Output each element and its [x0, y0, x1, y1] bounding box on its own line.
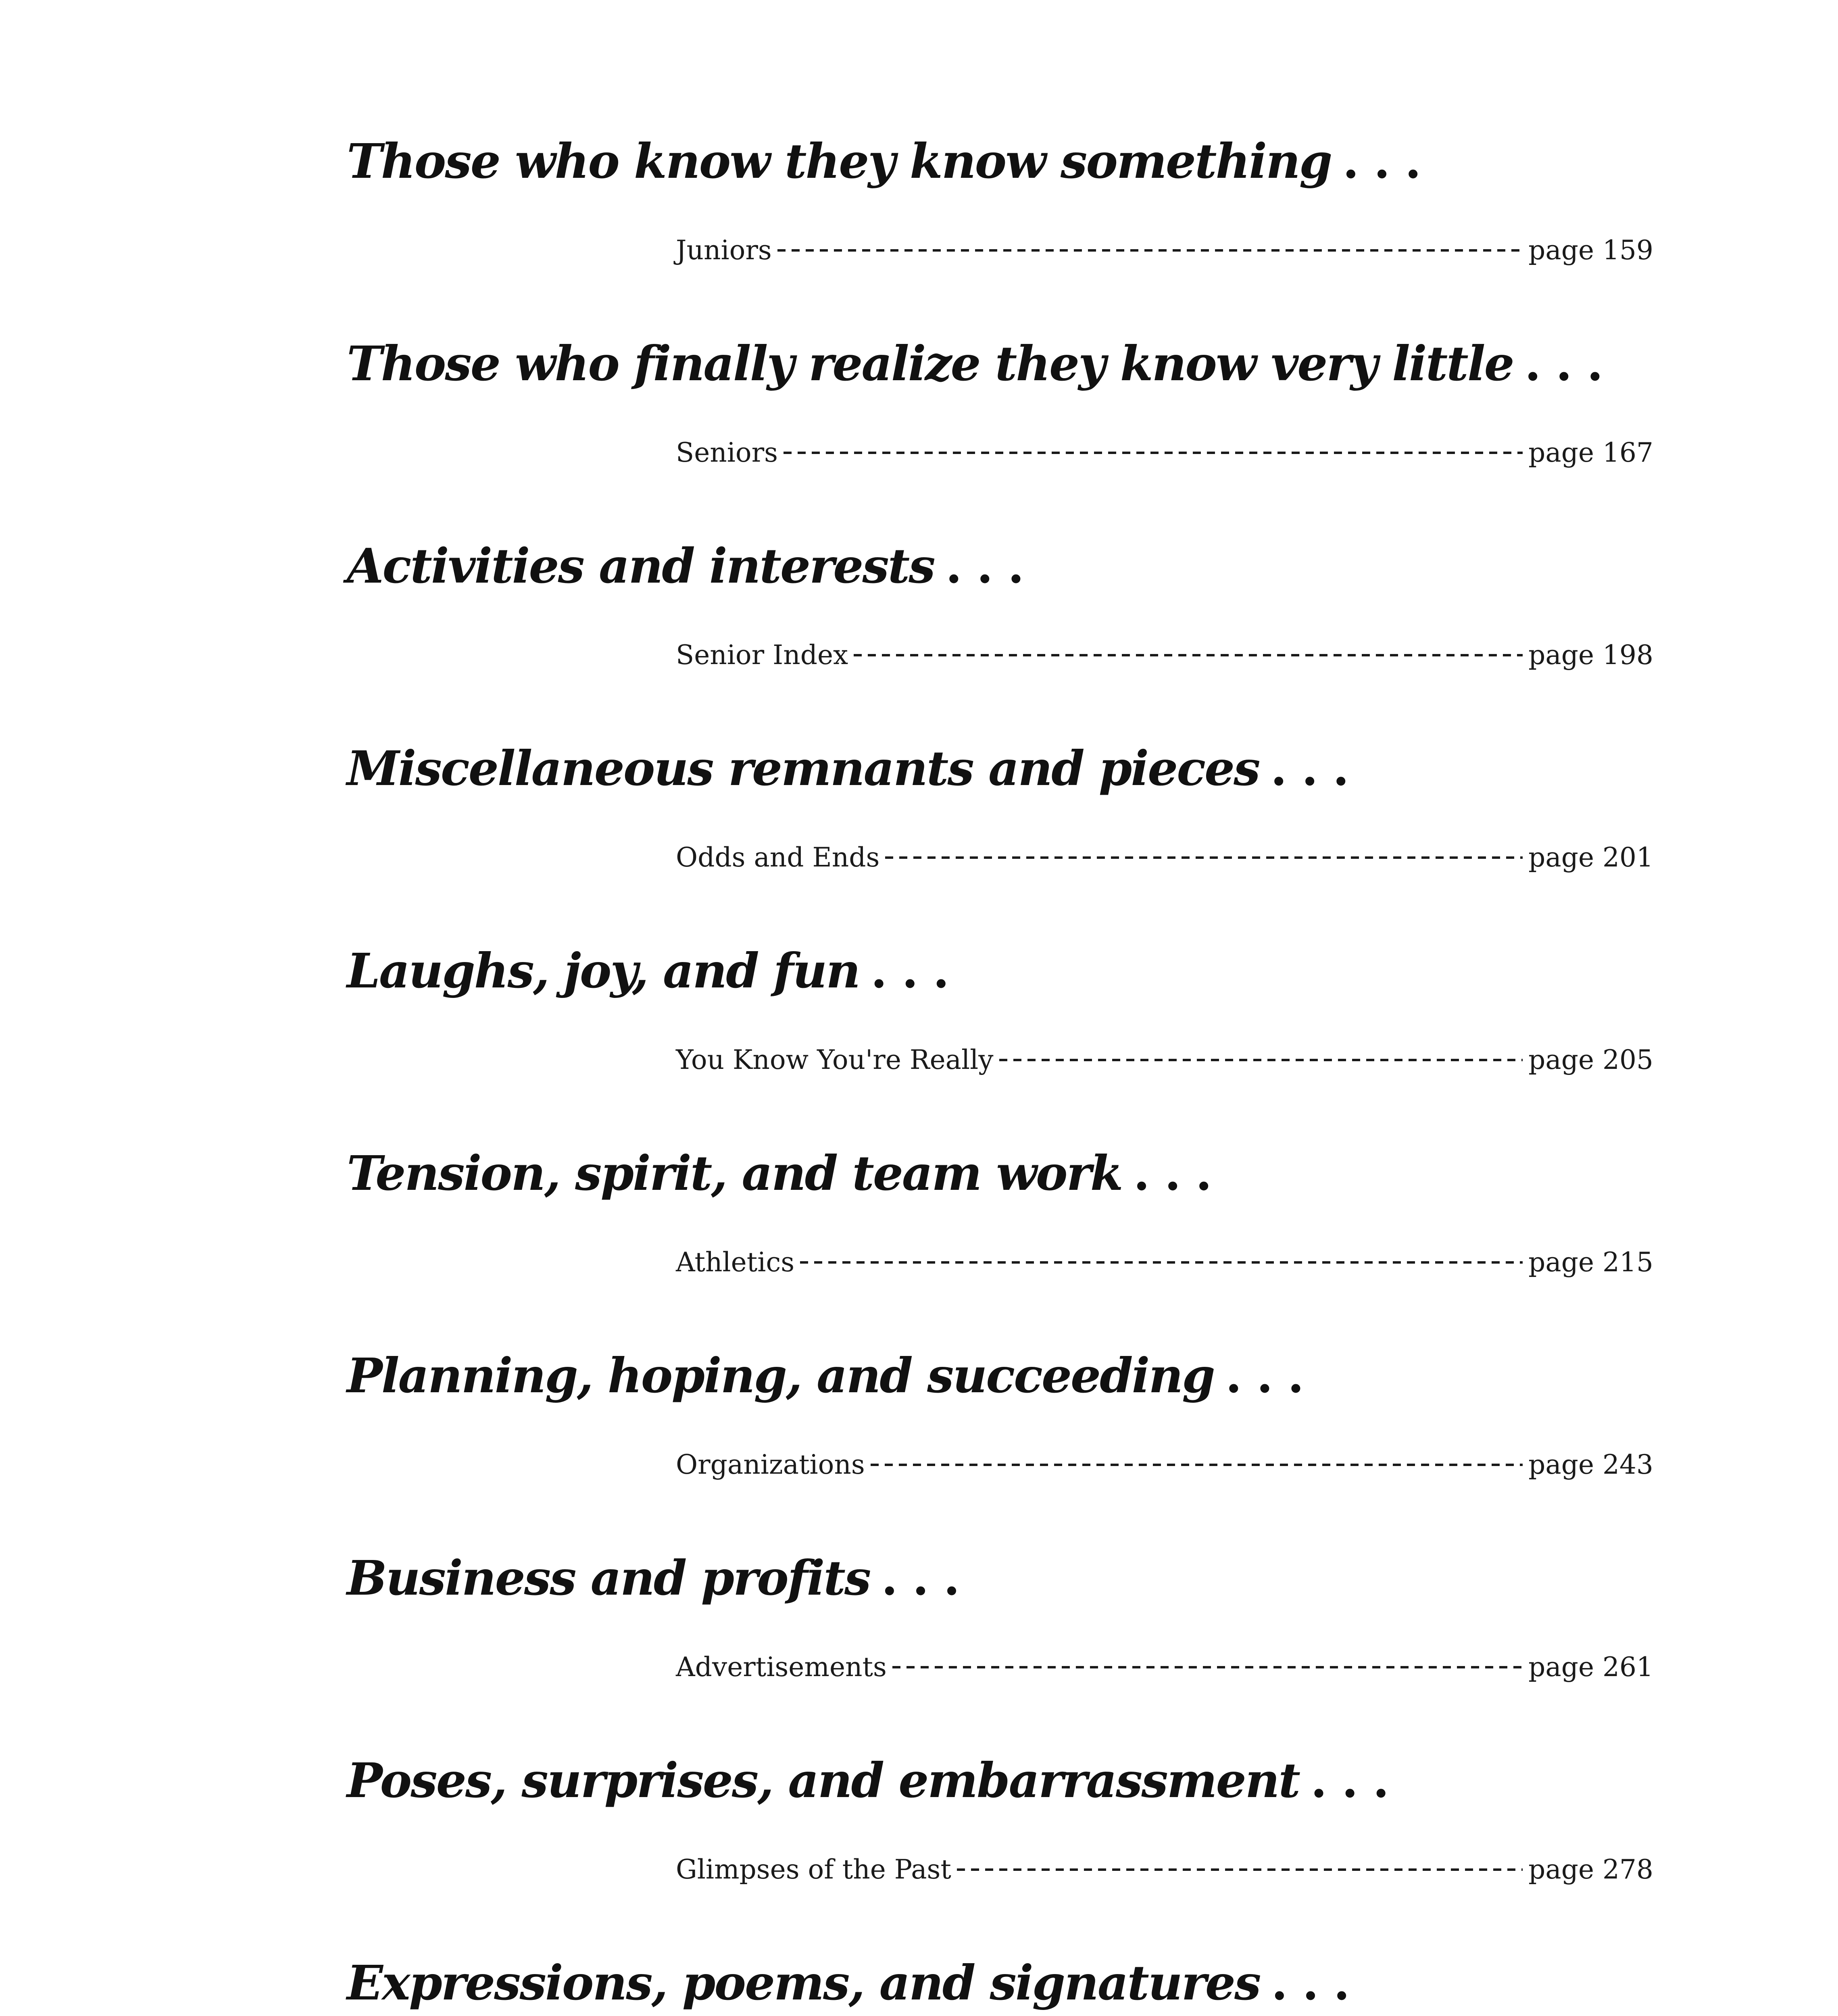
contents-entry-senior-index [347, 538, 1653, 740]
contents-line[interactable] [676, 235, 1653, 266]
contents-entry-glimpses-of-the-past [347, 1752, 1653, 1955]
contents-entry-you-know-youre-really [347, 943, 1653, 1145]
page-reference: page 167 [1528, 437, 1653, 468]
section-title: Senior Index [676, 639, 848, 671]
dot-leader [957, 1868, 1523, 1871]
contents-line[interactable] [676, 1449, 1653, 1480]
page-reference: page 261 [1528, 1652, 1653, 1683]
contents-line[interactable] [676, 1854, 1653, 1885]
section-title: You Know You're Really [676, 1044, 994, 1075]
contents-line[interactable] [676, 1652, 1653, 1683]
entry-heading: Planning, hoping, and succeeding ... [347, 1347, 1319, 1404]
contents-entry-sign-my-book [347, 1955, 1653, 2016]
section-title: Athletics [676, 1247, 795, 1278]
entry-heading: Those who know they know something ... [347, 133, 1436, 189]
contents-list [347, 133, 1653, 2016]
dot-leader [999, 1059, 1523, 1061]
section-title: Glimpses of the Past [676, 1854, 951, 1885]
entry-heading: Business and profits ... [347, 1550, 975, 1606]
section-title: Odds and Ends [676, 842, 880, 873]
entry-heading: Those who finally realize they know very little ... [347, 335, 1618, 392]
dot-leader [871, 1464, 1523, 1466]
entry-heading: Miscellaneous remnants and pieces ... [347, 740, 1364, 796]
contents-entry-organizations [347, 1347, 1653, 1550]
section-title: Organizations [676, 1449, 865, 1480]
entry-heading: Activities and interests ... [347, 538, 1039, 594]
dot-leader [800, 1261, 1523, 1264]
dot-leader [892, 1666, 1523, 1668]
page-reference: page 159 [1528, 235, 1653, 266]
section-title: Juniors [676, 235, 772, 266]
page-reference: page 278 [1528, 1854, 1653, 1885]
contents-entry-juniors [347, 133, 1653, 335]
page-reference: page 215 [1528, 1247, 1653, 1278]
section-title: Seniors [676, 437, 778, 468]
dot-leader [854, 654, 1523, 656]
contents-line[interactable] [676, 1044, 1653, 1075]
dot-leader [885, 856, 1523, 859]
entry-heading: Laughs, joy, and fun ... [347, 943, 964, 999]
entry-heading: Expressions, poems, and signatures ... [347, 1955, 1365, 2011]
section-title: Advertisements [676, 1652, 887, 1683]
contents-line[interactable] [676, 842, 1653, 873]
contents-line[interactable] [676, 1247, 1653, 1278]
page-reference: page 243 [1528, 1449, 1653, 1480]
contents-entry-odds-and-ends [347, 740, 1653, 943]
page-reference: page 198 [1528, 639, 1653, 671]
entry-heading: Poses, surprises, and embarrassment ... [347, 1752, 1404, 1808]
dot-leader [784, 452, 1523, 454]
contents-entry-seniors [347, 335, 1653, 538]
contents-entry-advertisements [347, 1550, 1653, 1752]
contents-line[interactable] [676, 437, 1653, 468]
entry-heading: Tension, spirit, and team work ... [347, 1145, 1227, 1201]
contents-line[interactable] [676, 639, 1653, 671]
contents-entry-athletics [347, 1145, 1653, 1347]
page-reference: page 201 [1528, 842, 1653, 873]
page-reference: page 205 [1528, 1044, 1653, 1075]
dot-leader [777, 249, 1523, 252]
